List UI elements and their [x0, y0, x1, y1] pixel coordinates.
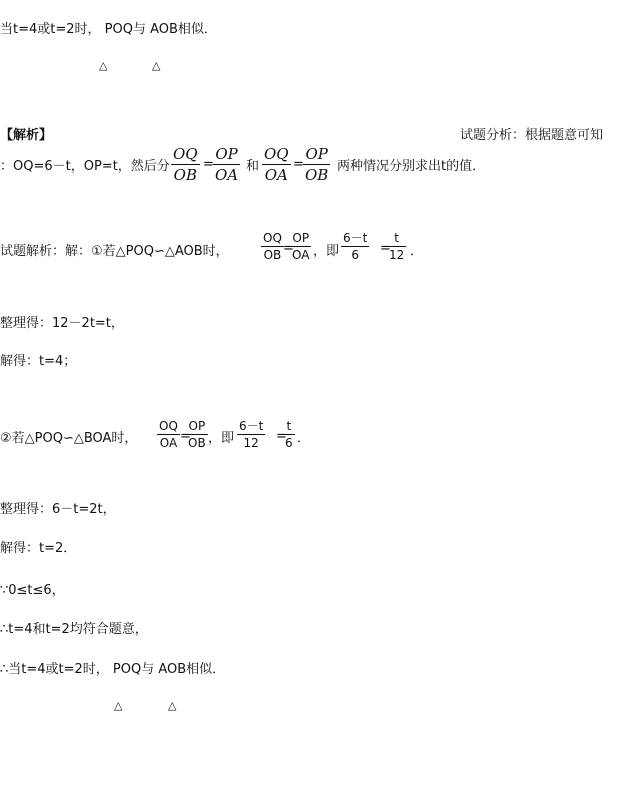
simplify-step-1: 整理得：12－2t=t， [0, 316, 124, 331]
solve-step-2: 解得：t=2． [0, 541, 77, 556]
fraction-numerator: 6－t [343, 231, 368, 245]
analysis-line-suffix: 两种情况分别求出t的值． [337, 159, 486, 174]
answer-line: 当t=4或t=2时， POQ与 AOB相似． [0, 22, 217, 37]
fraction-denominator: 6 [351, 248, 359, 262]
fraction-denominator: 12 [389, 248, 405, 262]
fraction-denominator: OA [292, 248, 310, 262]
fraction-numerator: OQ [173, 145, 198, 163]
fraction-numerator: OP [213, 144, 240, 165]
fraction-6-minus-t-over-12 [237, 418, 265, 451]
fraction-oq-ob [171, 144, 200, 185]
fraction-t-over-6 [283, 418, 295, 451]
fraction-numerator: OQ [263, 231, 282, 245]
fraction-numerator: 6－t [239, 419, 264, 433]
analysis-line-prefix: ：OQ=6－t，OP=t，然后分 [0, 159, 170, 174]
fraction-op-ob [303, 144, 330, 185]
fraction-denominator: OB [188, 436, 206, 450]
fraction-t-over-12 [387, 230, 406, 263]
triangle-symbol-3: △ [114, 699, 123, 712]
equals-sign: = [283, 241, 294, 256]
fraction-oq-ob [261, 230, 284, 263]
fraction-oq-oa [157, 418, 180, 451]
fraction-denominator: 6 [285, 436, 293, 450]
simplify-step-2: 整理得：6－t=2t， [0, 502, 116, 517]
equals-sign: = [293, 157, 304, 172]
equals-sign: = [180, 429, 191, 444]
line-end: ． [410, 244, 424, 259]
fraction-numerator: t [283, 418, 295, 435]
triangle-symbol-1: △ [99, 59, 108, 72]
fraction-denominator: OB [173, 166, 197, 184]
fraction-op-oa [290, 230, 311, 263]
fraction-numerator: OP [290, 230, 311, 247]
fraction-6-minus-t-over-6 [341, 230, 369, 263]
fraction-denominator: OA [159, 436, 178, 450]
fraction-op-oa [213, 144, 240, 185]
analysis-intro: 试题分析：根据题意可知 [460, 128, 604, 143]
fraction-numerator: OP [186, 418, 208, 435]
fraction-denominator: OB [305, 166, 329, 184]
fraction-denominator: OA [264, 166, 288, 184]
case1-prefix: 试题解析：解：①若△POQ∽△AOB时， [0, 244, 229, 259]
fraction-denominator: OB [263, 248, 282, 262]
fraction-oq-oa [262, 144, 291, 185]
fraction-op-ob [186, 418, 208, 451]
fraction-denominator: 12 [243, 436, 259, 450]
fraction-numerator: OQ [159, 419, 178, 433]
line-end: ． [297, 431, 311, 446]
fraction-denominator: OA [215, 166, 239, 184]
equals-sign: = [276, 429, 287, 444]
namely-text: ，即 [313, 244, 340, 259]
analysis-heading: 【解析】 [0, 128, 53, 143]
equals-sign: = [203, 157, 214, 172]
solve-step-1: 解得：t=4； [0, 354, 77, 369]
triangle-symbol-2: △ [152, 59, 161, 72]
and-text: 和 [246, 159, 260, 174]
fraction-numerator: OQ [264, 145, 289, 163]
triangle-symbol-4: △ [168, 699, 177, 712]
namely-text: ，即 [208, 431, 235, 446]
fraction-numerator: OP [303, 144, 330, 165]
fraction-numerator: t [387, 230, 406, 247]
equals-sign: = [380, 241, 391, 256]
both-valid: ∴t=4和t=2均符合题意， [0, 622, 148, 637]
case2-prefix: ②若△POQ∽△BOA时， [0, 431, 138, 446]
range-condition: ∵0≤t≤6， [0, 583, 65, 598]
conclusion-line: ∴当t=4或t=2时， POQ与 AOB相似． [0, 662, 226, 677]
